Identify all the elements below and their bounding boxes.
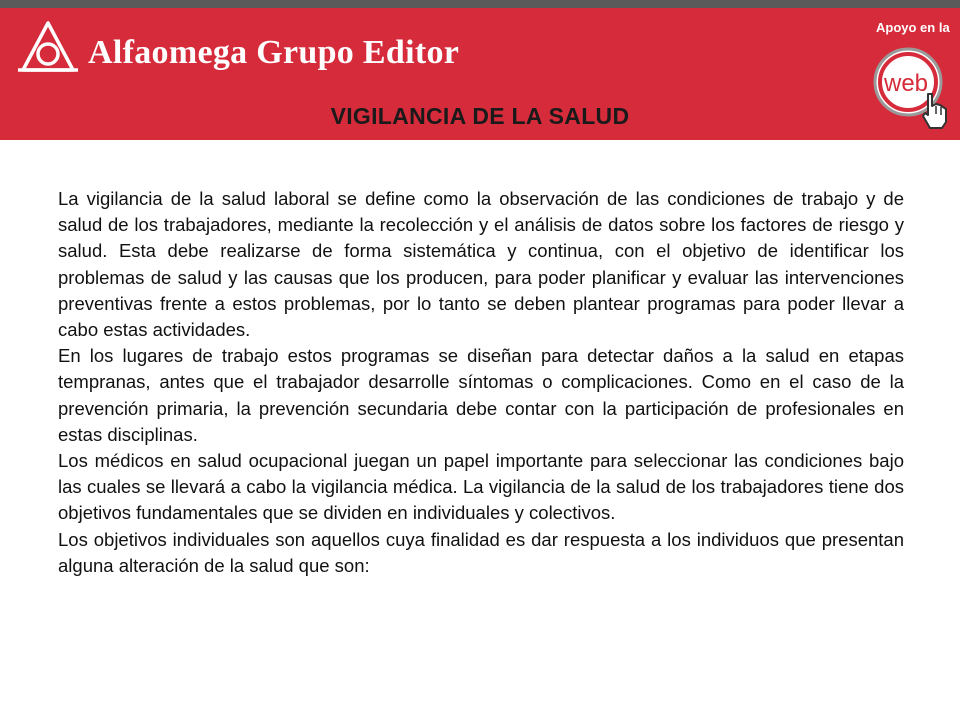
brand-name: Alfaomega Grupo Editor — [88, 34, 460, 71]
slide-header — [0, 8, 960, 140]
paragraph: Los objetivos individuales son aquellos cuya finalidad es dar respuesta a los individuos que presentan alguna alteración de la salud que son: — [58, 528, 904, 576]
paragraph: En los lugares de trabajo estos programas se diseñan para detectar daños a la salud en etapas tempranas, antes que el trabajador desarrolle síntomas o complicaciones. Como en el caso de la prevención primaria, la prevención secundaria debe contar con la participación de profesionales en estas disciplinas. — [58, 345, 904, 445]
slide-title: VIGILANCIA DE LA SALUD — [330, 103, 630, 129]
web-badge-caption: Apoyo en la — [876, 20, 950, 35]
slide-body — [58, 186, 904, 579]
web-badge-word: web — [883, 70, 929, 97]
alfaomega-logo-icon — [18, 20, 78, 76]
top-strip — [0, 0, 960, 8]
paragraph: Los médicos en salud ocupacional juegan un papel importante para seleccionar las condiciones bajo las cuales se llevará a cabo la vigilancia médica. La vigilancia de la salud de los trabajadores tiene dos objetivos fundamentales que se dividen en individuales y colectivos. — [58, 450, 904, 524]
paragraph: La vigilancia de la salud laboral se define como la observación de las condiciones de trabajo y de salud de los trabajadores, mediante la recolección y el análisis de datos sobre los factores de riesgo y salud. Esta debe realizarse de forma sistemática y continua, con el objetivo de identificar los problemas de salud y las causas que los producen, para poder planificar y evaluar las intervenciones preventivas frente a estos problemas, por lo tanto se deben plantear programas para poder llevar a cabo estas actividades. — [58, 188, 904, 341]
